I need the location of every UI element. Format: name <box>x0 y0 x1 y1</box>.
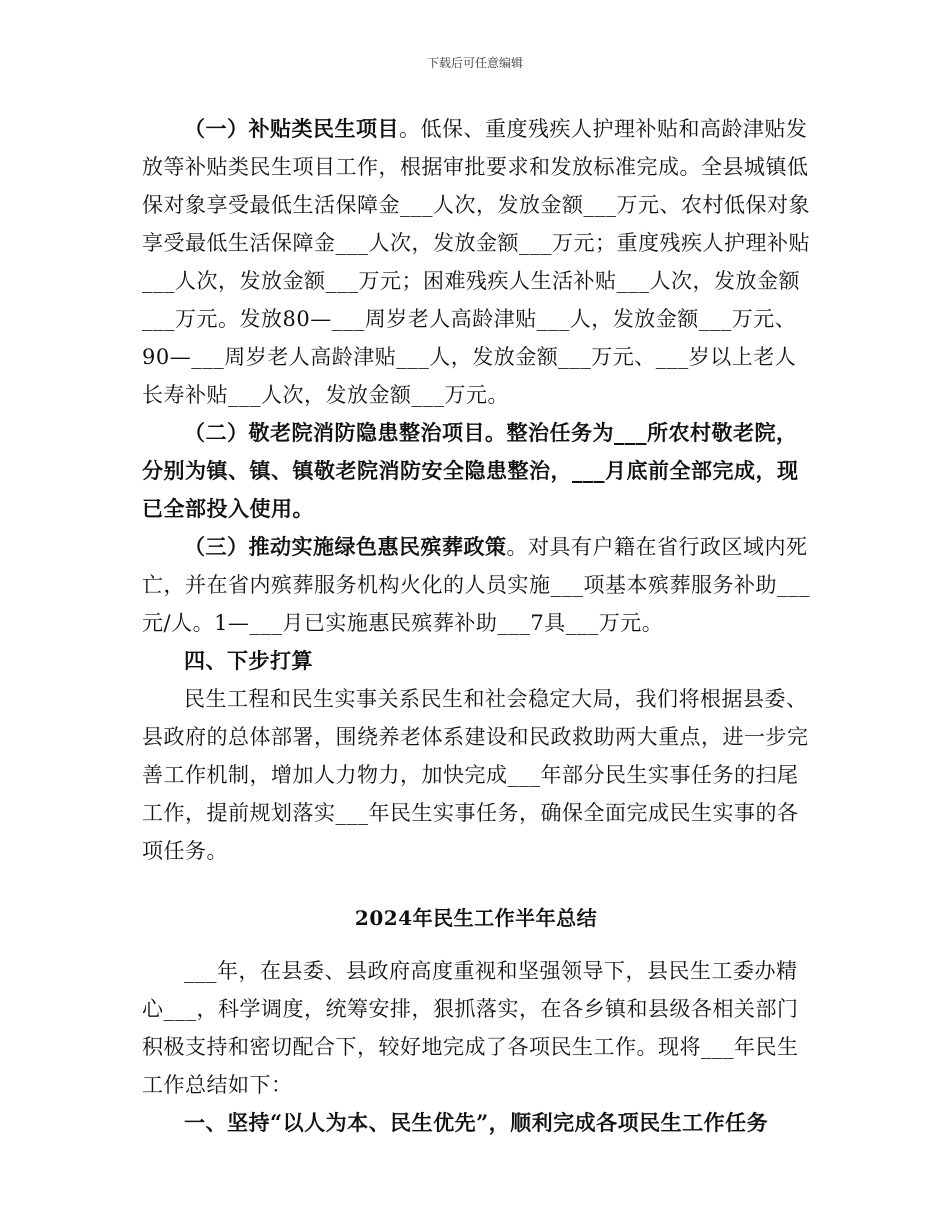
subsidy-projects-heading: （一）补贴类民生项目 <box>184 116 399 141</box>
funeral-policy-text: 。对具有户籍在省行政区域内死亡，并在省内殡葬服务机构火化的人员实施___项基本殡葬服务补助___元/人。1—___月已实施惠民殡葬补助___7具___万元。 <box>142 535 810 635</box>
section-one-heading: 一、坚持“以人为本、民生优先”，顺利完成各项民生工作任务 <box>184 1110 769 1135</box>
document-body <box>142 110 810 1142</box>
document-title: 2024年民生工作半年总结 <box>354 906 598 930</box>
paragraph-nursing-home-fire-safety: （二）敬老院消防隐患整治项目。整治任务为___所农村敬老院，分别为镇、镇、镇敬老院消防安全隐患整治，___月底前全部完成，现已全部投入使用。 <box>142 420 799 521</box>
funeral-policy-heading: （三）推动实施绿色惠民殡葬政策 <box>184 534 507 559</box>
subsidy-projects-text: 。低保、重度残疾人护理补贴和高龄津贴发放等补贴类民生项目工作，根据审批要求和发放标准完成。全县城镇低保对象享受最低生活保障金___人次，发放金额___万元、农村低保对象享受最低生活保障金___人次，发放金额___万元；重度残疾人护理补贴___人次，发放金额___万元；困难残疾人生活补贴___人次，发放金额___万元。发放80—___周岁老人高龄津贴___人，发放金额___万元、90—___周岁老人高龄津贴___人，发放金额___万元、___岁以上老人长寿补贴___人次，发放金额___万元。 <box>142 117 810 407</box>
next-steps-heading: 四、下步打算 <box>184 648 313 673</box>
paragraph-next-steps: 民生工程和民生实事关系民生和社会稳定大局，我们将根据县委、县政府的总体部署，围绕养老体系建设和民政救助两大重点，进一步完善工作机制，增加人力物力，加快完成___年部分民生实事任务的扫尾工作，提前规划落实___年民生实事任务，确保全面完成民生实事的各项任务。 <box>142 687 809 863</box>
paragraph-intro: ___年，在县委、县政府高度重视和坚强领导下，县民生工委办精心___，科学调度，统筹安排，狠抓落实，在各乡镇和县级各相关部门积极支持和密切配合下，较好地完成了各项民生工作。现将___年民生工作总结如下： <box>142 959 799 1097</box>
paragraph-subsidy-projects <box>142 110 810 414</box>
paragraph-funeral-policy <box>142 528 810 642</box>
page-header: 下载后可任意编辑 <box>426 56 523 70</box>
